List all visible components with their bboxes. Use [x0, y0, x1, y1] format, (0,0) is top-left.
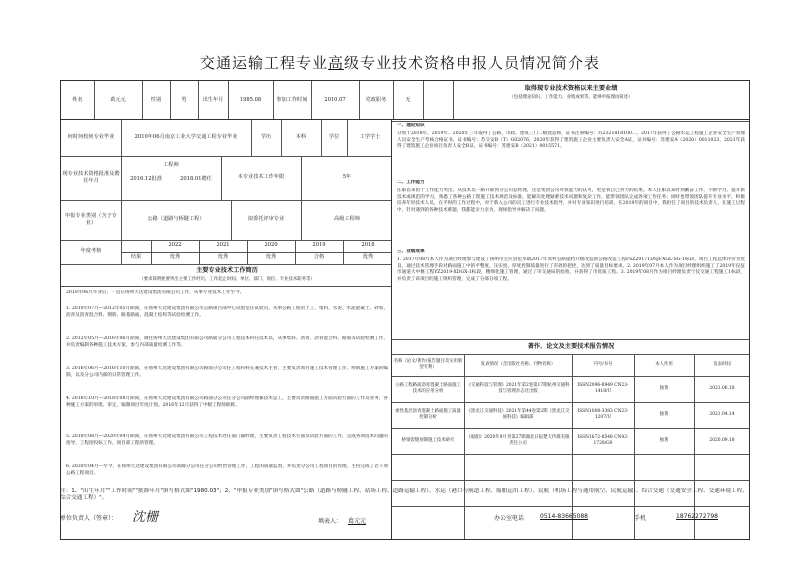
resume-heading: 主要专业技术工作简历 [196, 266, 258, 274]
exam-result: 优秀 [362, 254, 374, 261]
gender-label: 性别 [150, 97, 162, 104]
xuewei-label: 学位 [328, 134, 340, 141]
school-label: 何时何校何专业毕业 [67, 134, 115, 141]
section-ability: 二、工作能力 [397, 180, 425, 185]
signature: 沈栅 [132, 510, 159, 525]
years-value: 5年 [342, 174, 352, 181]
paper-role: 独著 [659, 412, 669, 418]
mobile-label: 手机 [634, 515, 647, 522]
ability-text: 任职以来由于工作能力突出，从技术员一路升职到分公司总经理，这是集团公司对我能力的认可，更是我自己努力的结果。本人任职以来时刻勤奋工作、不断学习，提升新技术或规范的学习，熟悉了各种公路工程施工技术规范及标准，能解决处理疑难技术问题和复杂工作，能带领团队完成各项工作任务；同时也带领团队提升专业水平，积极培养年轻技术人员，在平时的工作过程中，对于新入公司的员工进行专业技术指导，并对专业知识进行培训。在2019年的项目中，我担任了项目的技术负责人，在施工过程中，针对遇到的各种技术难题，我都能亲力亲为，现场指导并解决了问题。 [397, 188, 745, 213]
paper-name: 桥梁裂缝预制施工技术研究 [401, 438, 455, 444]
office-label: 办公室电话 [494, 515, 525, 522]
filler-label: 填表人： [318, 518, 343, 525]
degree-value: 本科 [295, 134, 307, 141]
achievements-subheading: （包括理论知识、工作能力、业绩成果等，能够申报理由简述） [509, 95, 633, 101]
right-column [392, 80, 750, 540]
resume-item: 2. 2012年05月—2016年06月期间，调往扬州天达建设集团有限公司路面分公司工程技术科任技术员，从事集料、沥青、沥青混合料、路面等试验检测工作，并负责编制各种施工技术方案，参与内部质量检测工作等。 [66, 336, 388, 348]
resume-item: 5. 2018年08月—2020年04月期间，在扬州天达建设集团有限公司工程技术处任部门副经理，主要负责工程技术方面及试验方面的工作，完成各项技术问题的指导，工程招投标工作，项目部工程的管理。 [66, 434, 388, 446]
exam-result: 优秀 [169, 254, 181, 261]
papers-heading: 著作、论文及主要技术报告情况 [527, 342, 615, 350]
filler-name: 葛元元 [348, 518, 367, 525]
name-label: 姓名 [72, 97, 83, 104]
work-label: 参加工作时间 [276, 97, 308, 104]
paper-date: 2021.04.14 [709, 412, 735, 418]
level-field: 高 [327, 54, 344, 72]
degree-label: 学历 [260, 134, 272, 141]
resume-item: 3. 2016年06月—2016年10月期间，在扬州天达建设集团有限公司路面分公司任工程科科长兼技术主管，主要负责项目施工技术管理工作，协助施工方案的编制，以及分公司内部的日常管理工作。 [66, 366, 388, 378]
col-role: 本人作用 [655, 362, 673, 368]
current-title: 工程师 [163, 162, 179, 169]
category-value: 公路（道路与桥隧工程） [147, 216, 205, 223]
col-pub: 发表情况（含出版社名称、刊物名称） [480, 362, 556, 368]
paper-role: 独著 [659, 438, 669, 444]
birth-value: 1985.08 [239, 97, 262, 104]
evaluator-value: 高级工程师 [334, 216, 360, 223]
result-label: 结果 [130, 254, 142, 261]
paper-date: 2020.09.18 [709, 438, 735, 444]
paper-role: 独著 [659, 386, 669, 392]
name-value: 葛元元 [110, 97, 126, 104]
exam-year: 2021 [216, 242, 230, 249]
exam-result: 合格 [313, 254, 325, 261]
resume-intro: 2010年06月毕业后，一直在扬州天达建设集团有限公司工作，从事专业技术工作至今。 [66, 290, 245, 295]
paper-issn: ISSN1008-3383 CN23-1207/U [577, 409, 629, 420]
theory-text: 分别于2018年、2019年、2020年三年取得了公路、市政、建筑三门二级建造师，证书注册编号：苏2321818100…，2017年获得了公路水运工程施工企业安全生产管理人员安全生产考核合格证书，证书编号：苏交安B（T）G02076。2020年获得了建筑施工企业主要负责人安全A证，证书编号：苏建安A（2020）0011023，2021年获得了建筑施工企业项目负责人安全B证，证书编号：苏建安B（2021）0015571。 [397, 131, 745, 150]
resume-item: 1. 2010年07月—2012年05月期间，在扬州天达建设集团有限公司公路项目部中心试验室任试验员，从事公路工程的土工、集料、水泥、水泥混凝土、砂浆、沥青及沥青混合料、钢筋、路基路面、混凝土结构等试验检测工作。 [66, 306, 388, 318]
achievements-heading: 取得现专业技术资格以来主要业绩 [524, 84, 618, 92]
paper-pub: 《黑龙江交通科技》2021年第44卷第2期《黑龙江交通科技》编辑部 [466, 409, 570, 420]
party-label: 党政职务 [365, 97, 387, 104]
school-value: 2010年06月南京工业大学交通工程专业毕业 [134, 134, 238, 141]
page-title: 交通运输工程专业高级专业技术资格申报人员情况简介表 [199, 54, 601, 72]
unit-label: 单位负责人（签章）： [60, 515, 118, 522]
years-label: 本专业技术工作年限 [237, 174, 285, 181]
paper-pub: 《船舶》2020年9月刊第27期湖北日报楚天传媒有限责任公司 [466, 435, 570, 446]
footer-note: 注：1、"出生年月""工作时间""批准年月"填写格式如"1980.03"；2、"申报专业类别"填写格式如"公路（道路与桥隧工程、站场工程、道路运输工程）、水运（港口与航道工程、船舶运用工程）、民航（机场工程与通用航空、民航运输）、综合交通（交通安全工程、交通环境工程、综合交通工程）"。 [60, 488, 748, 502]
paper-date: 2021.06.18 [709, 386, 735, 392]
exam-year: 2020 [264, 242, 278, 249]
exam-result: 优秀 [265, 254, 277, 261]
exam-result: 优秀 [217, 254, 229, 261]
paper-name: 柔性基层沥青混凝土路面施工质量控制分析 [395, 409, 461, 420]
section-theory: 一、理论知识 [397, 123, 425, 128]
exam-year: 2018 [361, 242, 375, 249]
section-results: 三、业绩成果 [397, 249, 425, 254]
paper-pub: 《交通科技与管理》2021年第2卷第17期杭州交通科技与管理杂志社出版 [466, 383, 570, 394]
category-label: 申报专业类别（含子专业） [65, 212, 117, 226]
xuewei-value: 工学学士 [359, 134, 381, 141]
left-column [60, 120, 392, 540]
resume-item: 6. 2020年04月—至今，在扬州天达建设集团有限公司高邮分公司任分公司经营管理工作，工程的质量监督，并负责分公司工程项目的管理，主持完成了若干项公路工程项目。 [66, 464, 388, 476]
exam-year: 2022 [168, 242, 182, 249]
col-date: 发表时间 [713, 362, 731, 368]
hire-date: 2018.01聘任 [180, 176, 212, 183]
mobile-number: 18762272798 [676, 513, 718, 520]
paper-issn: ISSN1672-8548 CN42-1728/G0 [577, 435, 629, 446]
work-value: 2010.07 [324, 97, 346, 104]
col-name: 名称（论文/著作/报告题目及实用新型专利） [393, 359, 463, 370]
party-value: 无 [405, 97, 411, 104]
exam-year: 2019 [312, 242, 326, 249]
evaluator-label: 拟委托评审专业 [247, 216, 285, 223]
col-issn: 刊号/书号 [593, 362, 613, 368]
approve-date: 2016.12批准 [130, 176, 162, 183]
resume-subheading: （要求简明扼要列出主要工作经历，工作起止时间、单位、部门、岗位、专业技术职务等） [139, 277, 315, 283]
year-header [121, 240, 151, 252]
office-phone: 0514-83665088 [540, 513, 588, 520]
birth-label: 出生年月 [202, 97, 224, 104]
gender-value: 男 [181, 97, 187, 104]
exam-label: 年度考核 [80, 248, 102, 255]
paper-issn: ISSN2096-8949 CN23-1418/U [577, 383, 629, 394]
title-label: 现专业技术资格批准及聘任年月 [62, 170, 120, 184]
results-text: 1. 2017年08月本人作为项目经理参与建设了扬州市宝应县范水镇2017年农村公路提档升级改造新公路改造工程FSZ2017TDSJFXGL-SG-1标段，项目工程总体评价为优良，通过技术管理手段对路面施工中的平整度、压实度、厚度控制质量进行了有效的把控，达到了质量目标要求。2. 2019年07月本人作为项目经理组织施工了2019年仪征市通道大中修工程YZ2019-XDGX-1标段，精细化施工管理，通过了市交通局的验收，并获得了市优质工程。3. 2019年08月作为项目经理负责宁仪交通工程施工1标段，并负责了该项目的施工组织管理，完成了分部分项工程。 [397, 257, 745, 282]
resume-item: 4. 2016年10月—2018年08月期间，在扬州天达建设集团有限公司路面分公司任分公司副经理兼技术总工，主要负责路面施工方面试验方面的工作及业务，各种施工方案的审批、审定，编制项目年度计划。2016年12月获得了中级工程师职称。 [66, 396, 388, 408]
paper-name: 公路工程路面沥青混凝土路面施工技术的应用分析 [395, 383, 461, 394]
